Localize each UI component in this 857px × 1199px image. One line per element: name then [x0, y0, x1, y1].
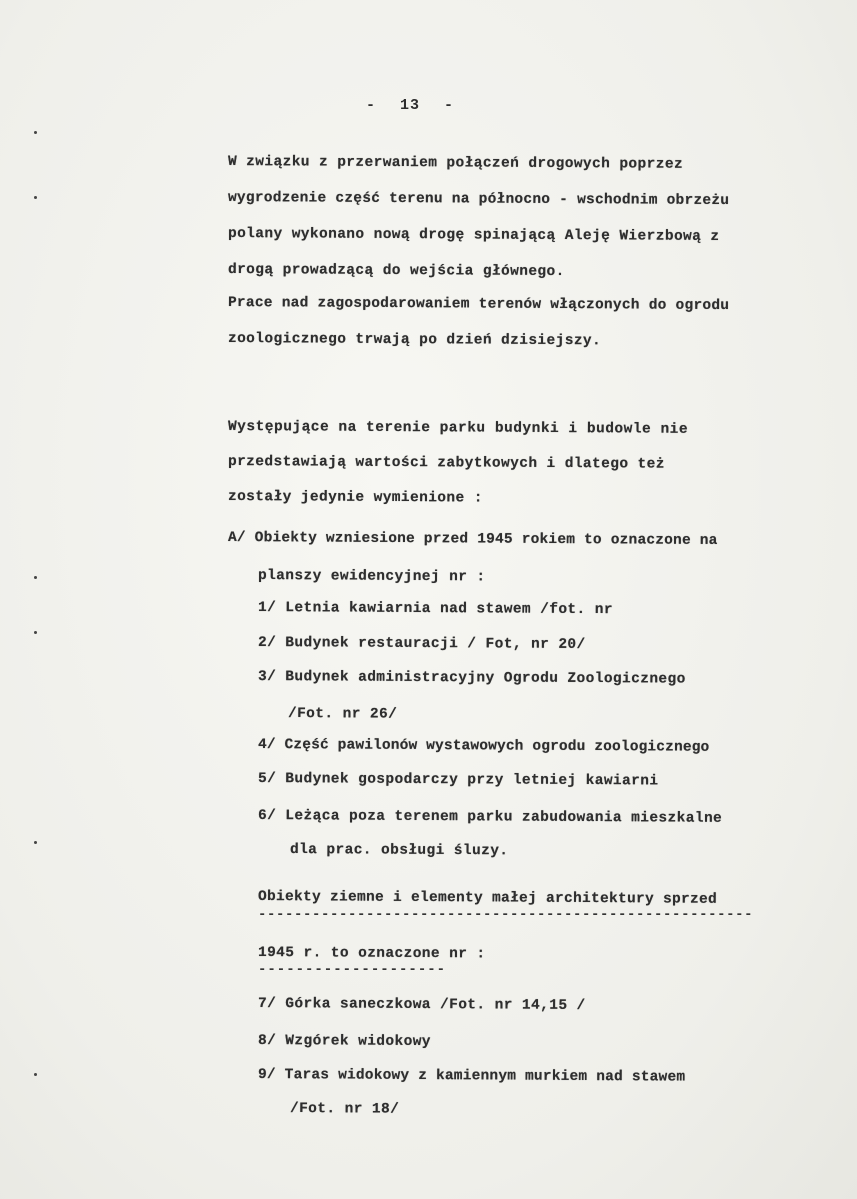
section-b-heading: Obiekty ziemne i elementy małej architektury sprzed	[257, 889, 718, 908]
list-item: dla prac. obsługi śluzy.	[289, 842, 509, 860]
list-item: 6/ Leżąca poza terenem parku zabudowania mieszkalne	[257, 808, 723, 827]
paragraph-line: zostały jedynie wymienione :	[227, 489, 483, 507]
paragraph-line: Prace nad zagospodarowaniem terenów włączonych do ogrodu	[227, 295, 730, 315]
list-item: 9/ Taras widokowy z kamiennym murkiem nad stawem	[257, 1067, 686, 1086]
list-item: 7/ Górka saneczkowa /Fot. nr 14,15 /	[257, 996, 586, 1015]
margin-mark	[34, 131, 37, 134]
paragraph-line: przedstawiają wartości zabytkowych i dlatego też	[227, 454, 665, 473]
paragraph-line: Występujące na terenie parku budynki i budowle nie	[227, 419, 689, 438]
margin-mark	[34, 196, 37, 199]
heading-underline: --------------------	[258, 962, 447, 978]
margin-mark	[34, 631, 37, 634]
list-item: 2/ Budynek restauracji / Fot, nr 20/	[257, 635, 586, 654]
heading-underline: -------------------------------------------------------	[258, 907, 754, 923]
section-a-heading: planszy ewidencyjnej nr :	[257, 568, 486, 586]
list-item: 3/ Budynek administracyjny Ogrodu Zoologicznego	[257, 669, 686, 688]
page-number: - 13 -	[366, 97, 455, 114]
list-item: 1/ Letnia kawiarnia nad stawem /fot. nr	[257, 600, 614, 619]
paragraph-line: zoologicznego trwają po dzień dzisiejszy.	[227, 331, 602, 350]
paragraph-line: drogą prowadzącą do wejścia głównego.	[227, 262, 565, 281]
margin-mark	[34, 1073, 37, 1076]
section-a-heading: A/ Obiekty wzniesione przed 1945 rokiem to oznaczone na	[227, 530, 718, 549]
list-item: /Fot. nr 26/	[287, 706, 398, 723]
list-item: 8/ Wzgórek widokowy	[257, 1033, 431, 1051]
margin-mark	[34, 576, 37, 579]
margin-mark	[34, 841, 37, 844]
list-item: 4/ Część pawilonów wystawowych ogrodu zoologicznego	[257, 737, 710, 756]
paragraph-line: W związku z przerwaniem połączeń drogowych poprzez	[227, 154, 684, 173]
list-item: 5/ Budynek gospodarczy przy letniej kawiarni	[257, 771, 659, 790]
list-item: /Fot. nr 18/	[289, 1101, 400, 1118]
section-b-heading: 1945 r. to oznaczone nr :	[257, 945, 486, 963]
paragraph-line: wygrodzenie część terenu na północno - wschodnim obrzeżu	[227, 190, 730, 210]
paragraph-line: polany wykonano nową drogę spinającą Aleję Wierzbową z	[227, 226, 720, 246]
